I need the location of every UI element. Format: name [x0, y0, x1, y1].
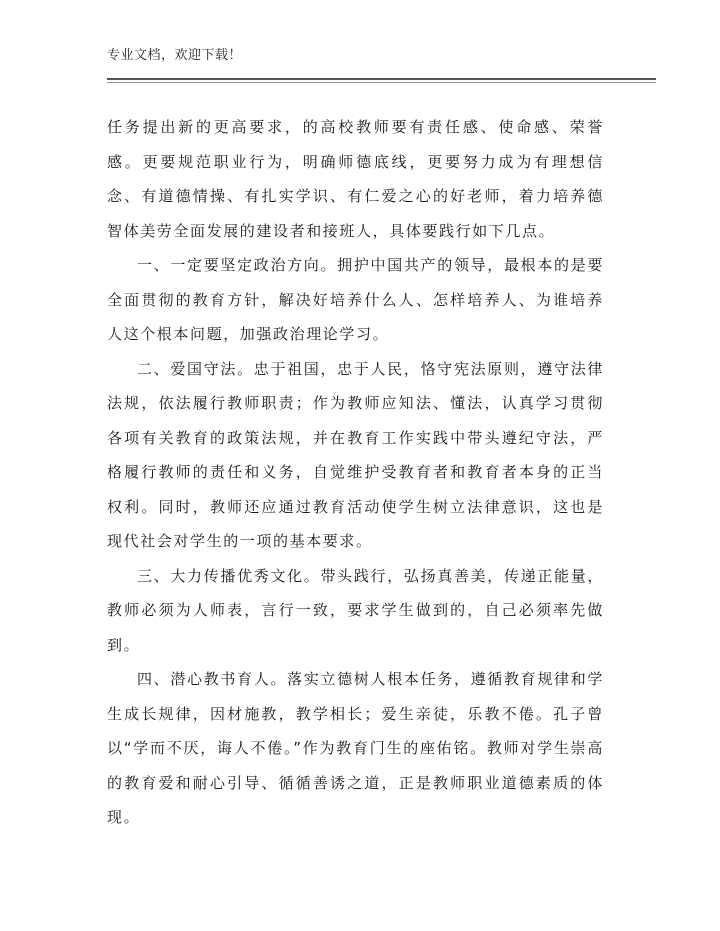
paragraph-continuation: 任务提出新的更高要求，的高校教师要有责任感、使命感、荣誉感。更要规范职业行为，明确师德底线，更要努力成为有理想信念、有道德情操、有扎实学识、有仁爱之心的好老师，着力培养德智体美劳全面发展的建设者和接班人，具体要践行如下几点。: [107, 118, 604, 240]
paragraph-teaching: 四、潜心教书育人。落实立德树人根本任务，遵循教育规律和学生成长规律，因材施教，教学相长；爱生亲徒，乐教不倦。孔子曾以“学而不厌，诲人不倦。”作为教育门生的座佑铭。教师对学生崇高的教育爱和耐心引导、循循善诱之道，正是教师职业道德素质的体现。: [107, 670, 604, 826]
page-header-title: 专业文档，欢迎下载！: [107, 48, 243, 63]
paragraph-political-direction: 一、一定要坚定政治方向。拥护中国共产的领导，最根本的是要全面贯彻的教育方针，解决好培养什么人、怎样培养人、为谁培养人这个根本问题，加强政治理论学习。: [107, 256, 604, 343]
paragraph-culture: 三、大力传播优秀文化。带头践行，弘扬真善美，传递正能量，教师必须为人师表，言行一致，要求学生做到的，自己必须率先做到。: [107, 566, 604, 654]
header-divider-thick: [107, 78, 656, 80]
header-divider-thin: [107, 82, 656, 83]
paragraph-patriotism-law: 二、爱国守法。忠于祖国，忠于人民，恪守宪法原则，遵守法律法规，依法履行教师职责；作为教师应知法、懂法，认真学习贯彻各项有关教育的政策法规，并在教育工作实践中带头遵纪守法，严格履行教师的责任和义务，自觉维护受教育者和教育者本身的正当权利。同时，教师还应通过教育活动使学生树立法律意识，这也是现代社会对学生的一项的基本要求。: [107, 359, 604, 550]
document-body: [107, 110, 604, 835]
